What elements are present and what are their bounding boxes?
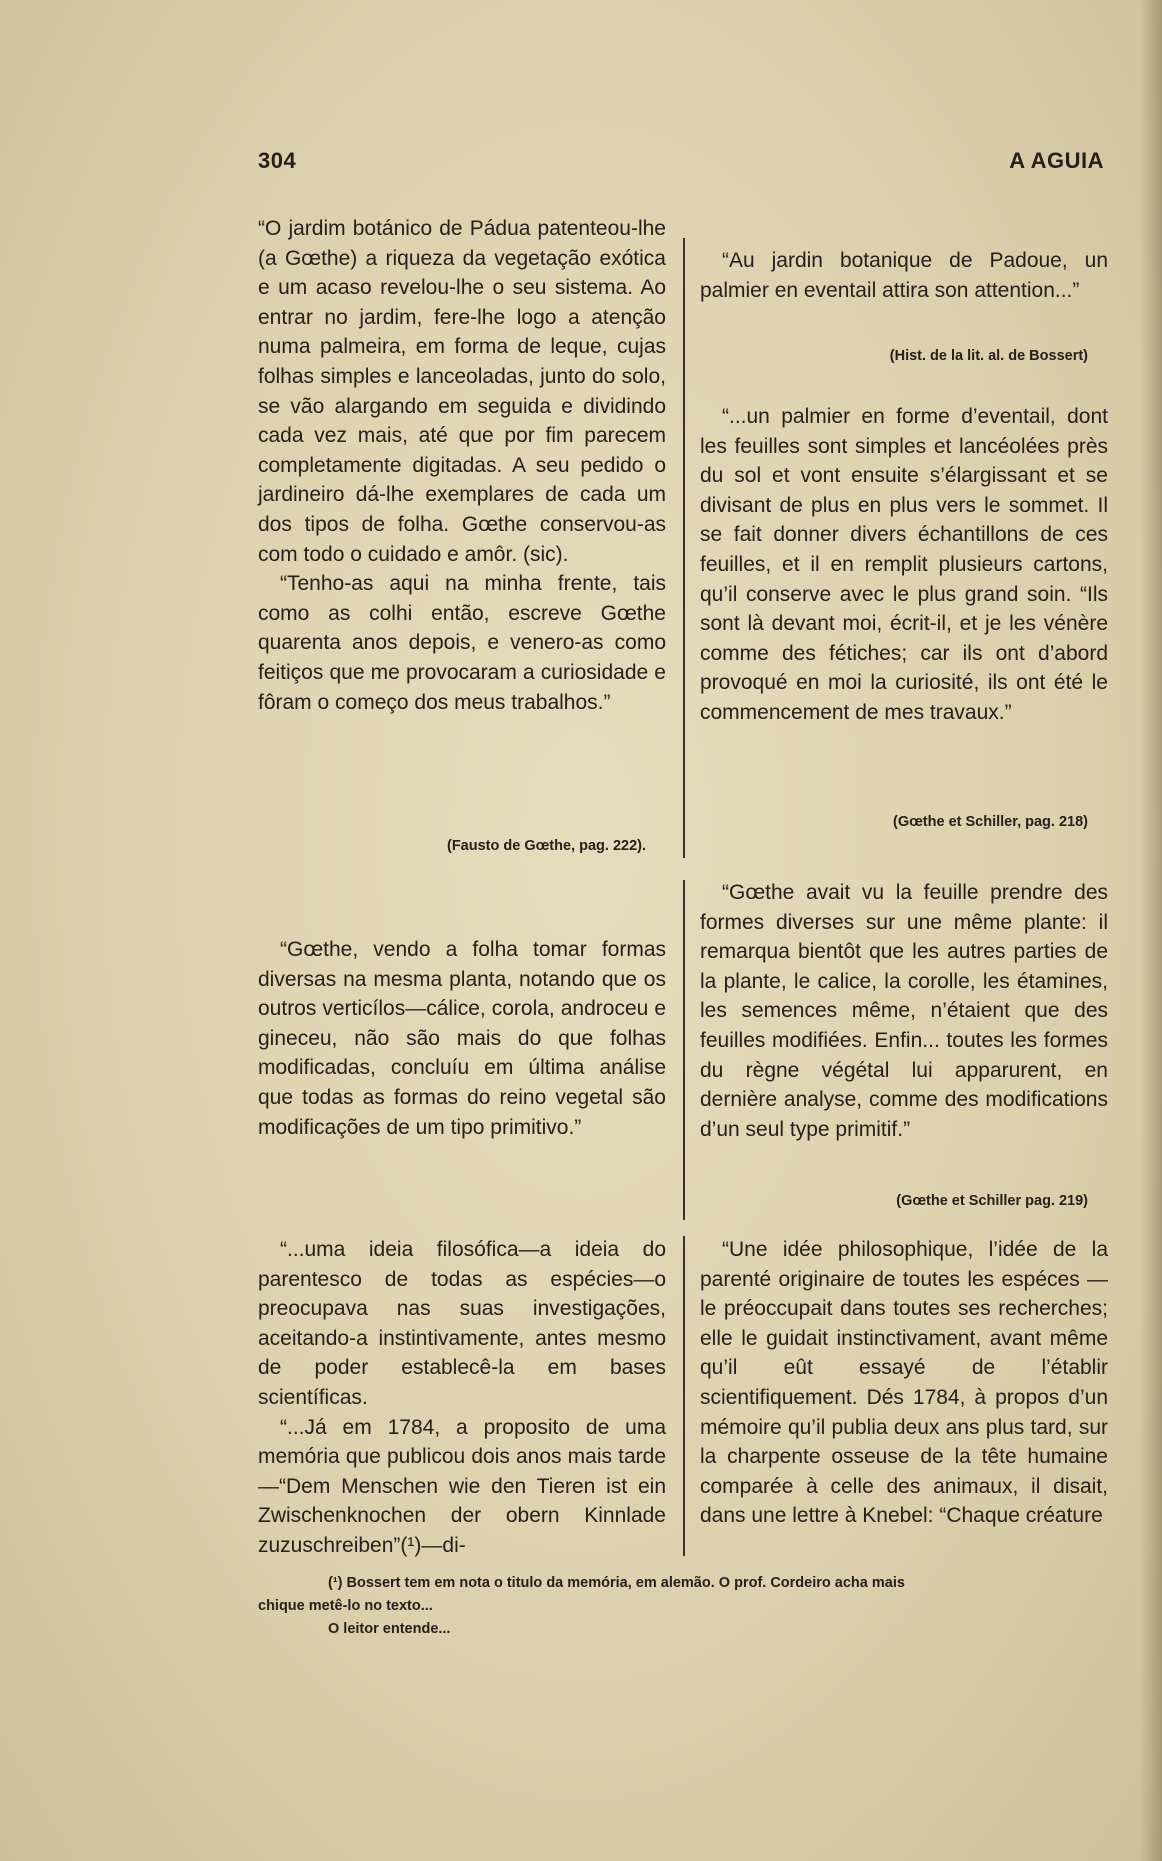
- right-quote-1: [700, 246, 1108, 305]
- left-quote-3-paragraph-2: “...Já em 1784, a proposito de uma memória que publicou dois anos mais tarde—“Dem Menschen wie den Tieren ist ein Zwischenknochen der obern Kinnlade zuzuschreiben”(¹)—di-: [258, 1415, 666, 1557]
- page-number: 304: [258, 148, 297, 173]
- right-source-1: (Hist. de la lit. al. de Bossert): [889, 348, 1088, 364]
- left-quote-3: [258, 1235, 666, 1561]
- footnote-line-1: (¹) Bossert tem em nota o titulo da memória, em alemão. O prof. Cordeiro acha mais: [328, 1575, 905, 1591]
- column-divider-3: [683, 1236, 685, 1556]
- page-header: [258, 148, 1104, 182]
- right-quote-3: [700, 878, 1108, 1144]
- right-quote-2: [700, 402, 1108, 728]
- column-divider-2: [683, 880, 685, 1220]
- left-quote-1-paragraph-1: “O jardim botánico de Pádua patenteou-lhe (a Gœthe) a riqueza da vegetação exótica e um acaso revelou-lhe o seu sistema. Ao entrar no jardim, fere-lhe logo a atenção numa palmeira, em forma de leque, cujas folhas simples e lanceoladas, junto do solo, se vão alargando em seguida e dividindo cada vez mais, até que por fim parecem completamente digitadas. A seu pedido o jardineiro dá-lhe exemplares de cada um dos tipos de folha. Gœthe conservou-as com todo o cuidado e amôr. (sic).: [258, 217, 666, 566]
- left-quote-2-paragraph-1: “Gœthe, vendo a folha tomar formas diversas na mesma planta, notando que os outros verticílos—cálice, corola, androceu e gineceu, não são mais do que folhas modificadas, concluíu em última análise que todas as formas do reino vegetal são modificações de um tipo primitivo.”: [258, 938, 666, 1139]
- running-title: A AGUIA: [1009, 148, 1104, 173]
- left-source-1: (Fausto de Gœthe, pag. 222).: [447, 838, 646, 854]
- right-quote-3-paragraph-1: “Gœthe avait vu la feuille prendre des formes diverses sur une même plante: il remarqua bientôt que les autres parties de la plante, le calice, la corolle, les étamines, les semences même, n’étaient que des feuilles modifiées. Enfin... toutes les formes du règne végétal lui apparurent, en dernière analyse, comme des modifications d’un seul type primitif.”: [700, 881, 1108, 1141]
- page-edge-shadow: [1140, 0, 1162, 1861]
- right-source-3: (Gœthe et Schiller pag. 219): [896, 1193, 1088, 1209]
- right-quote-2-paragraph-1: “...un palmier en forme d’eventail, dont les feuilles sont simples et lancéolées près du sol et vont ensuite s’élargissant et se divisant de plus en plus vers le sommet. Il se fait donner divers échantillons de ces feuilles, et il en remplit plusieurs cartons, qu’il conserve avec le plus grand soin. “Ils sont là devant moi, écrit-il, et je les vénère comme des fétiches; car ils ont d’abord provoqué en moi la curiosité, ils ont été le commencement de mes travaux.”: [700, 405, 1108, 724]
- right-quote-1-paragraph-1: “Au jardin botanique de Padoue, un palmier en eventail attira son attention...”: [700, 249, 1108, 302]
- footnote: [258, 1572, 1110, 1641]
- left-quote-1-paragraph-2: “Tenho-as aqui na minha frente, tais como as colhi então, escreve Gœthe quarenta anos depois, e venero-as como feitiços que me provocaram a curiosidade e fôram o começo dos meus trabalhos.”: [258, 572, 666, 714]
- left-quote-1: [258, 214, 666, 717]
- footnote-line-2: chique metê-lo no texto...: [258, 1598, 433, 1614]
- left-quote-2: [258, 935, 666, 1142]
- right-quote-4-paragraph-1: “Une idée philosophique, l’idée de la parenté originaire de toutes les espéces — le préoccupait dans toutes ses recherches; elle le guidait instinctivament, avant même qu’il eût essayé de l’établir scientifiquement. Dés 1784, à propos d’un mémoire qu’il publia deux ans plus tard, sur la charpente osseuse de la tête humaine comparée à celle des animaux, il disait, dans une lettre à Knebel: “Chaque créature: [700, 1238, 1108, 1528]
- right-quote-4: [700, 1235, 1108, 1531]
- column-divider-1: [683, 238, 685, 858]
- footnote-line-3: O leitor entende...: [328, 1621, 451, 1637]
- left-quote-3-paragraph-1: “...uma ideia filosófica—a ideia do parentesco de todas as espécies—o preocupava nas suas investigações, aceitando-a instintivamente, antes mesmo de poder establecê-la em bases scientíficas.: [258, 1238, 666, 1409]
- right-source-2: (Gœthe et Schiller, pag. 218): [893, 814, 1088, 830]
